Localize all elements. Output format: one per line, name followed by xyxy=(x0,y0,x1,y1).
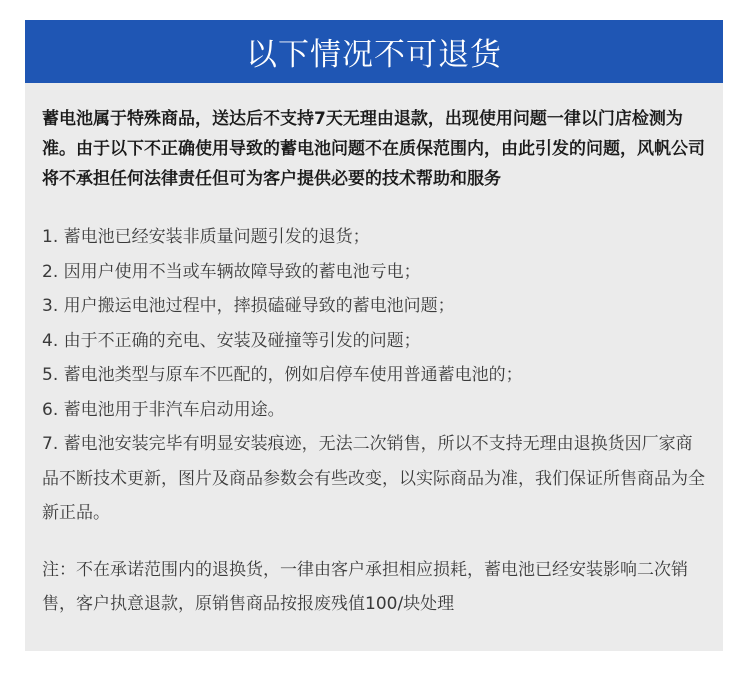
policy-list xyxy=(42,220,708,531)
policy-note: 注：不在承诺范围内的退换货，一律由客户承担相应损耗，蓄电池已经安装影响二次销售，客户执意退款，原销售商品按报废残值100/块处理 xyxy=(42,559,688,614)
list-item: 4. 由于不正确的充电、安装及碰撞等引发的问题； xyxy=(42,330,421,351)
list-item: 6. 蓄电池用于非汽车启动用途。 xyxy=(42,399,285,420)
policy-intro: 蓄电池属于特殊商品，送达后不支持7天无理由退款，出现使用问题一律以门店检测为准。由于以下不正确使用导致的蓄电池问题不在质保范围内，由此引发的问题，风帆公司将不承担任何法律责任但可为客户提供必要的技术帮助和服务 xyxy=(42,109,705,189)
list-item: 3. 用户搬运电池过程中，摔损磕碰导致的蓄电池问题； xyxy=(42,296,455,316)
list-item: 1. 蓄电池已经安装非质量问题引发的退货； xyxy=(42,227,370,247)
policy-panel xyxy=(25,83,723,651)
page-title: 以下情况不可退货 xyxy=(246,37,502,73)
page-title-banner xyxy=(25,20,723,83)
list-item: 5. 蓄电池类型与原车不匹配的，例如启停车使用普通蓄电池的； xyxy=(42,365,523,385)
list-item: 2. 因用户使用不当或车辆故障导致的蓄电池亏电； xyxy=(42,261,421,282)
list-item: 7. 蓄电池安装完毕有明显安装痕迹，无法二次销售，所以不支持无理由退换货因厂家商品不断技术更新，图片及商品参数会有些改变，以实际商品为准，我们保证所售商品为全新正品。 xyxy=(42,434,705,523)
